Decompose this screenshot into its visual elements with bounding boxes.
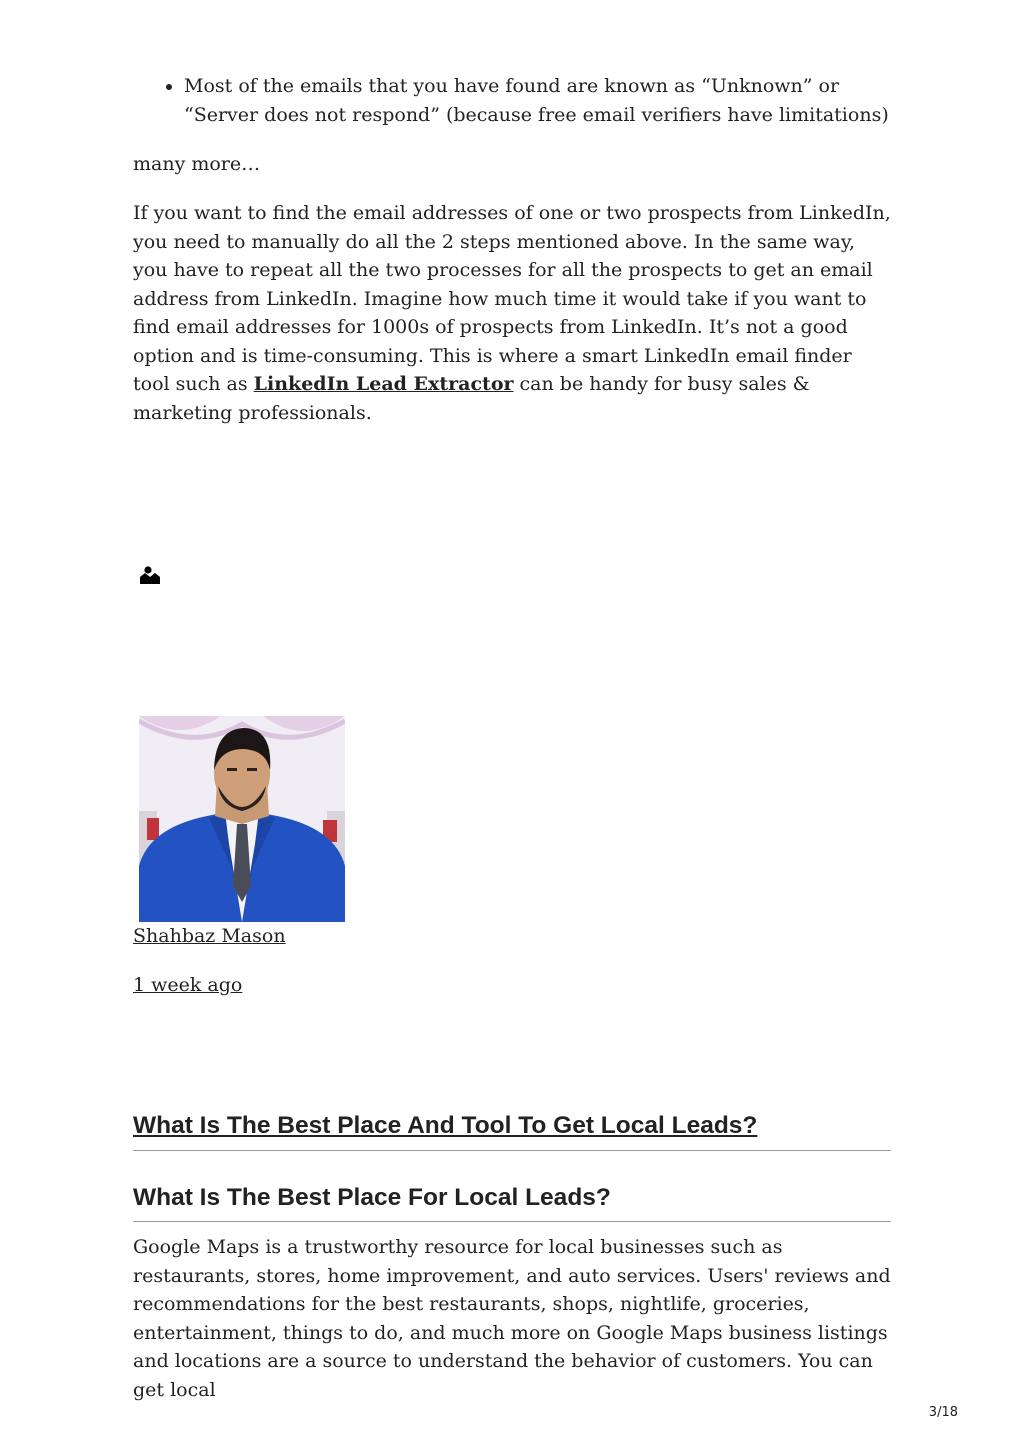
article-title-link[interactable]: What Is The Best Place And Tool To Get Local Leads? bbox=[133, 1112, 758, 1139]
intro-text-before: If you want to find the email addresses of one or two prospects from LinkedIn, you need to manually do all the 2 steps mentioned above. In the same way, you have to repeat all the two processes for all the prospects to get an email address from LinkedIn. Imagine how much time it would take if you want to find email addresses for 1000s of prospects from LinkedIn. It’s not a good option and is time-consuming. This is where a smart LinkedIn email finder tool such as bbox=[133, 202, 891, 395]
intro-text-after: can be handy for busy sales & marketing professionals. bbox=[133, 373, 810, 424]
linkedin-lead-extractor-link[interactable]: LinkedIn Lead Extractor bbox=[253, 373, 514, 395]
bullet-item: • Most of the emails that you have found are known as “Unknown” or “Server does not respond” (because free email verifiers have limitations) bbox=[184, 72, 904, 129]
post-date bbox=[133, 971, 242, 1000]
image-placeholder-icon bbox=[139, 563, 161, 585]
intro-paragraph bbox=[133, 199, 893, 427]
article-title bbox=[133, 1110, 891, 1151]
author-name-link[interactable]: Shahbaz Mason bbox=[133, 925, 286, 947]
more-text: many more… bbox=[133, 153, 261, 175]
author-name bbox=[133, 922, 286, 951]
page-number: 3/18 bbox=[928, 1405, 958, 1420]
article-paragraph: Google Maps is a trustworthy resource for local businesses such as restaurants, stores, home improvement, and auto services. Users' reviews and recommendations for the best restaurants, shops, nightlife, groceries, entertainment, things to do, and much more on Google Maps business listings and locations are a source to understand the behavior of customers. You can get local bbox=[133, 1236, 891, 1401]
section-heading: What Is The Best Place For Local Leads? bbox=[133, 1182, 891, 1222]
post-date-link[interactable]: 1 week ago bbox=[133, 974, 243, 996]
bullet-list bbox=[133, 72, 904, 129]
author-avatar bbox=[139, 716, 345, 922]
author-photo-image bbox=[139, 716, 345, 922]
